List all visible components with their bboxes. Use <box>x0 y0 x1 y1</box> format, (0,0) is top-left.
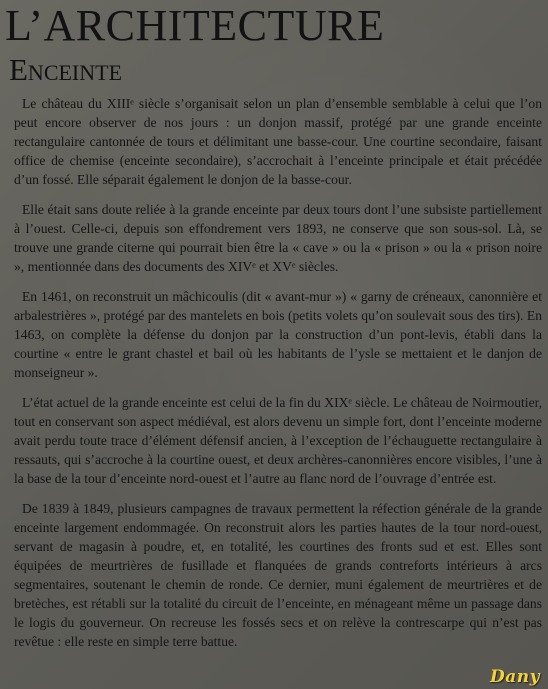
paragraph: L’état actuel de la grande enceinte est celui de la fin du XIXᵉ siècle. Le château de Noirmoutier, tout en conservant son aspect médiéval, est alors devenu un simple fort, dont l’enceinte moderne avait perdu toute trace d’élément défensif ancien, à l’exception de l’échauguette rectangulaire à ressauts, qui s’accroche à la courtine ouest, et deux archères-canonnières encore visibles, l’une à la base de la tour d’enceinte nord-ouest et l’autre au flanc nord de l’ouvrage d’entrée est. <box>14 394 542 487</box>
paragraph: De 1839 à 1849, plusieurs campagnes de travaux permettent la réfection générale de la grande enceinte largement endommagée. On reconstruit alors les parties hautes de la tour nord-ouest, servant de magasin à poudre, et, en totalité, les courtines des fronts sud et est. Elles sont équipées de meurtrières de fusillade et flanquées de grands contreforts intérieurs à arcs segmentaires, soutenant le chemin de ronde. Ce dernier, muni également de meurtrières et de bretèches, est rétabli sur la totalité du circuit de l’enceinte, en ménageant même un passage dans le logis du gouverneur. On recreuse les fossés secs et on relève la contrescarpe qui n’est pas revêtue : elle reste en simple terre battue. <box>14 500 542 650</box>
paragraph: Elle était sans doute reliée à la grande enceinte par deux tours dont l’une subsiste partiellement à l’ouest. Celle-ci, depuis son effondrement vers 1893, ne conserve que son sous-sol. Là, se trouve une grande citerne qui pourrait bien être la « cave » ou la « prison » ou la « prison noire », mentionnée dans des documents des XIVᵉ et XVᵉ siècles. <box>14 201 542 275</box>
section-subtitle: Enceinte <box>9 52 123 87</box>
body-text <box>14 94 542 662</box>
paragraph: En 1461, on reconstruit un mâchicoulis (dit « avant-mur ») « garny de créneaux, canonnière et arbalestrières », protégé par des mantelets en bois (petits volets qu’on soulevait sous des tirs). En 1463, on complète la défense du donjon par la construction d’un pont-levis, établi dans la courtine « entre le grant chastel et bail où les habitants de l’ysle se mettaient et le danjon de monseigneur ». <box>14 288 542 381</box>
paragraph: Le château du XIIIᵉ siècle s’organisait selon un plan d’ensemble semblable à celui que l’on peut encore observer de nos jours : un donjon massif, protégé par une grande enceinte rectangulaire cantonnée de tours et délimitant une basse-cour. Une courtine secondaire, faisant office de chemise (enceinte secondaire), s’accrochait à l’enceinte principale et était précédée d’un fossé. Elle séparait également le donjon de la basse-cour. <box>14 96 542 188</box>
page-title: L’ARCHITECTURE <box>5 1 385 50</box>
photographer-watermark: Dany <box>490 667 540 687</box>
